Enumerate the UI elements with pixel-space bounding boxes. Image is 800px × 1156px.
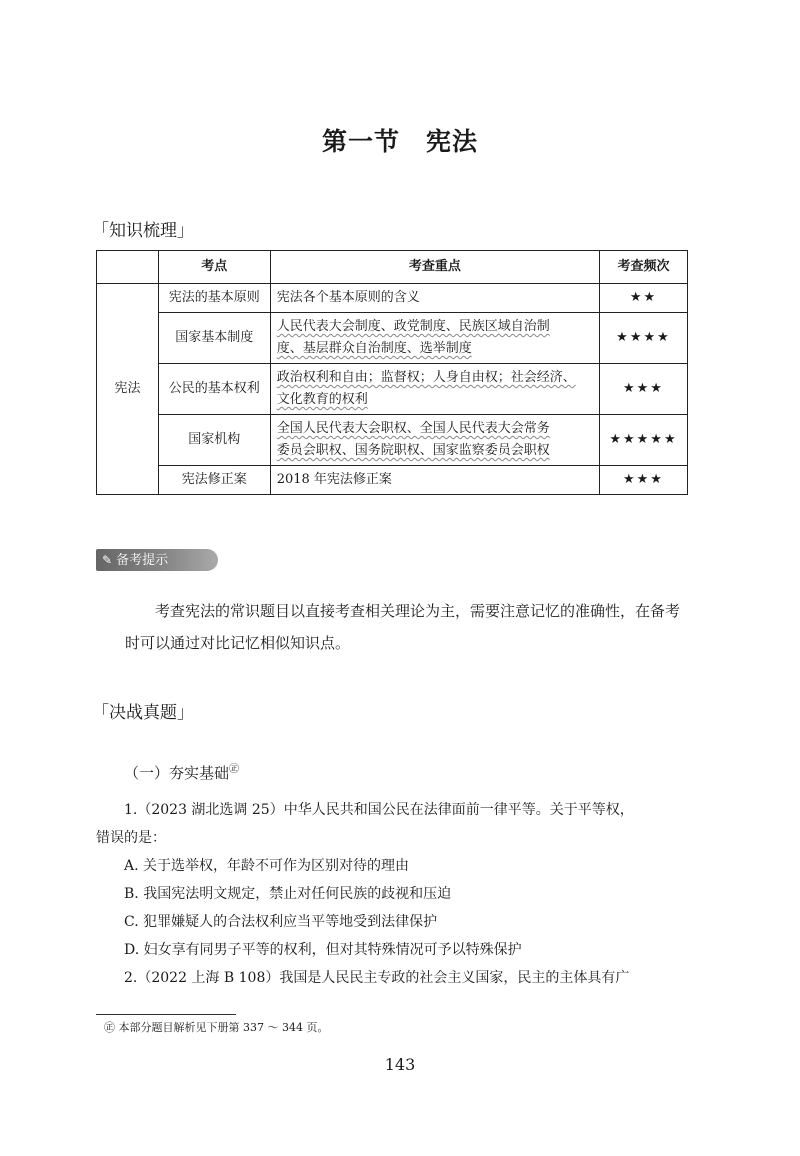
close-bracket-icon: 」 xyxy=(177,703,194,723)
focus-line: 人民代表大会制度、政党制度、民族区域自治制 xyxy=(276,319,550,334)
table-row xyxy=(97,466,688,495)
footnote-divider xyxy=(96,1014,236,1015)
option-b: B. 我国宪法明文规定，禁止对任何民族的歧视和压迫 xyxy=(124,886,452,902)
table-header-frequency: 考查频次 xyxy=(599,251,687,284)
focus-line: 2018 年宪法修正案 xyxy=(276,472,392,487)
question-1-line-2: 错误的是： xyxy=(96,830,166,846)
table-cell-topic: 宪法修正案 xyxy=(158,466,270,495)
footnote: ㊣ 本部分题目解析见下册第 337 ～ 344 页。 xyxy=(104,1021,329,1034)
option-c: C. 犯罪嫌疑人的合法权利应当平等地受到法律保护 xyxy=(124,914,438,930)
knowledge-section-heading xyxy=(92,216,194,241)
page-number: 143 xyxy=(384,1055,416,1074)
table-cell-topic: 宪法的基本原则 xyxy=(158,284,270,313)
table-cell-frequency: ★★★★ xyxy=(599,313,687,364)
table-header-blank xyxy=(97,251,159,284)
question-2-line-1: 2.（2022 上海 B 108）我国是人民民主专政的社会主义国家，民主的主体具有广 xyxy=(124,970,630,986)
table-row xyxy=(97,415,688,466)
table-cell-frequency: ★★★ xyxy=(599,466,687,495)
table-group-label: 宪法 xyxy=(97,284,159,495)
page-title: 第一节 宪法 xyxy=(321,127,478,156)
knowledge-table xyxy=(96,250,688,495)
table-cell-topic: 国家基本制度 xyxy=(158,313,270,364)
tip-label: 备考提示 xyxy=(116,553,169,568)
table-header-row xyxy=(97,251,688,284)
table-cell-frequency: ★★★★★ xyxy=(599,415,687,466)
tip-text: 考查宪法的常识题目以直接考查相关理论为主，需要注意记忆的准确性，在备考时可以通过对比记忆相似知识点。 xyxy=(125,602,681,652)
close-bracket-icon: 」 xyxy=(177,221,194,241)
battle-section-heading xyxy=(92,698,194,723)
question-1-line-1: 1.（2023 湖北选调 25）中华人民共和国公民在法律面前一律平等。关于平等权， xyxy=(124,802,634,818)
table-row xyxy=(97,313,688,364)
focus-line: 度、基层群众自治制度、选举制度 xyxy=(276,341,472,356)
table-row xyxy=(97,364,688,415)
table-cell-focus xyxy=(270,364,599,415)
option-d: D. 妇女享有同男子平等的权利，但对其特殊情况可予以特殊保护 xyxy=(124,942,522,958)
table-cell-focus xyxy=(270,284,599,313)
table-header-topic: 考点 xyxy=(158,251,270,284)
footnote-mark-icon: ㊣ xyxy=(229,764,240,775)
table-cell-focus xyxy=(270,415,599,466)
focus-line: 政治权利和自由；监督权；人身自由权；社会经济、 xyxy=(276,370,576,385)
table-row xyxy=(97,284,688,313)
table-header-focus: 考查重点 xyxy=(270,251,599,284)
focus-line: 委员会职权、国务院职权、国家监察委员会职权 xyxy=(276,443,550,458)
option-a: A. 关于选举权，年龄不可作为区别对待的理由 xyxy=(124,858,410,874)
open-bracket-icon: 「 xyxy=(92,703,109,723)
focus-line: 全国人民代表大会职权、全国人民代表大会常务 xyxy=(276,421,550,436)
table-cell-frequency: ★★ xyxy=(599,284,687,313)
knowledge-section-label: 知识梳理 xyxy=(109,221,177,241)
table-cell-topic: 国家机构 xyxy=(158,415,270,466)
table-cell-focus xyxy=(270,466,599,495)
focus-line: 宪法各个基本原则的含义 xyxy=(276,290,420,305)
lightbulb-icon: ✎ xyxy=(102,553,113,567)
table-cell-frequency: ★★★ xyxy=(599,364,687,415)
subsection-heading xyxy=(124,760,239,783)
tip-badge xyxy=(96,549,218,571)
table-cell-topic: 公民的基本权利 xyxy=(158,364,270,415)
focus-line: 文化教育的权利 xyxy=(276,392,368,407)
battle-section-label: 决战真题 xyxy=(109,703,177,723)
open-bracket-icon: 「 xyxy=(92,221,109,241)
subsection-label: （一）夯实基础 xyxy=(124,764,230,782)
table-cell-focus xyxy=(270,313,599,364)
